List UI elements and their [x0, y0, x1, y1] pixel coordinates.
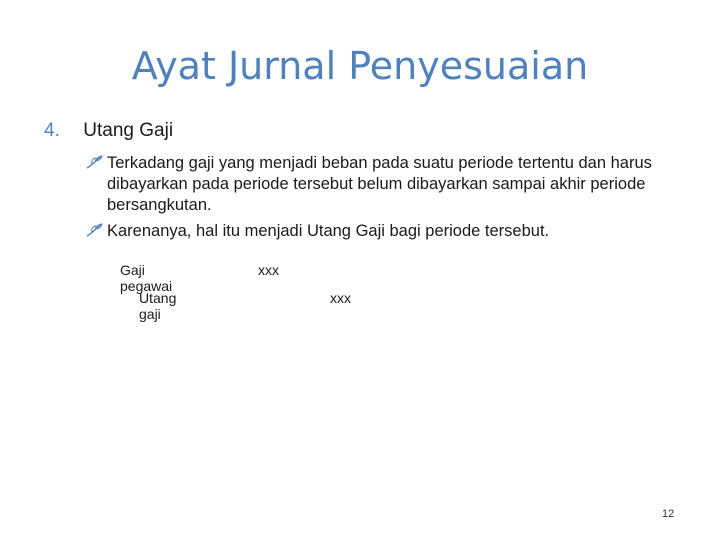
bullet-text: Terkadang gaji yang menjadi beban pada suatu periode tertentu dan harus dibayarkan pada periode tersebut belum dibayarkan sampai akhir periode bersangkutan.	[107, 154, 652, 214]
bullet-list	[86, 153, 676, 247]
credit-account: Utang gaji	[139, 290, 177, 322]
credit-amount: xxx	[330, 290, 351, 306]
leaf-bullet-icon	[86, 222, 104, 240]
page-number: 12	[662, 508, 675, 520]
debit-amount: xxx	[258, 262, 279, 278]
bullet-item	[86, 221, 676, 242]
numbered-item	[44, 120, 173, 142]
item-number: 4.	[44, 120, 60, 141]
item-heading: Utang Gaji	[83, 120, 174, 141]
bullet-item	[86, 153, 676, 216]
leaf-bullet-icon	[86, 154, 104, 172]
slide-title: Ayat Jurnal Penyesuaian	[131, 44, 589, 88]
debit-account: Gaji pegawai	[120, 262, 173, 294]
bullet-text: Karenanya, hal itu menjadi Utang Gaji bagi periode tersebut.	[107, 222, 550, 240]
